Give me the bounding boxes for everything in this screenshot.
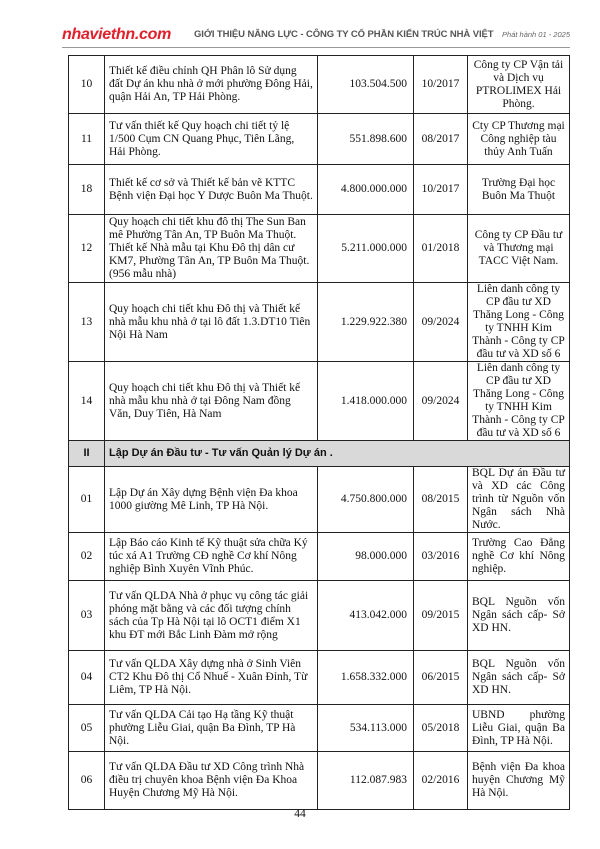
contract-date: 06/2015 (414, 651, 468, 705)
client-name: Trường Cao Đẳng nghề Cơ khí Nông nghiệp. (468, 533, 570, 581)
project-name: Quy hoạch chi tiết khu Đô thị và Thiết kế nhà mẫu khu nhà ở tại Đông Nam đồng Văn, Duy Tiên, Hà Nam (105, 362, 318, 441)
project-name: Tư vấn QLDA Đầu tư XD Công trình Nhà điều trị chuyên khoa Bệnh viện Đa Khoa Huyện Chương Mỹ Hà Nội. (105, 752, 318, 810)
contract-value: 4.750.800.000 (318, 467, 414, 533)
project-name: Lập Dự án Xây dựng Bệnh viện Đa khoa 1000 giường Mê Linh, TP Hà Nội. (105, 467, 318, 533)
client-name: Bệnh viện Đa khoa huyện Chương Mỹ Hà Nội. (468, 752, 570, 810)
row-number: 14 (69, 362, 105, 441)
contract-value: 551.898.600 (318, 114, 414, 165)
row-number: 11 (69, 114, 105, 165)
client-name: Trường Đại học Buôn Ma Thuột (468, 165, 570, 215)
table-row (69, 752, 570, 810)
client-name: Liên danh công ty CP đầu tư XD Thăng Long - Công ty TNHH Kim Thành - Công ty CP đầu tư và XD số 6 (468, 283, 570, 362)
project-name: Quy hoạch chi tiết khu Đô thị và Thiết kế nhà mẫu khu nhà ở tại lô đất 1.3.DT10 Tiên Nội Hà Nam (105, 283, 318, 362)
page-number: 44 (294, 808, 306, 820)
contract-value: 534.113.000 (318, 705, 414, 752)
contract-value: 1.229.922.380 (318, 283, 414, 362)
client-name: Liên danh công ty CP đầu tư XD Thăng Long - Công ty TNHH Kim Thành - Công ty CP đầu tư và XD số 6 (468, 362, 570, 441)
table-row (69, 114, 570, 165)
table-row (69, 581, 570, 651)
contract-value: 112.087.983 (318, 752, 414, 810)
page-header (62, 26, 570, 46)
row-number: 18 (69, 165, 105, 215)
client-name: BQL Nguồn vốn Ngân sách cấp- Sở XD HN. (468, 651, 570, 705)
table-row (69, 215, 570, 283)
contract-value: 4.800.000.000 (318, 165, 414, 215)
row-number: 03 (69, 581, 105, 651)
row-number: 10 (69, 56, 105, 114)
row-number: 13 (69, 283, 105, 362)
contract-date: 03/2016 (414, 533, 468, 581)
header-title: GIỚI THIỆU NĂNG LỰC - CÔNG TY CỔ PHẦN KIẾN TRÚC NHÀ VIỆT (194, 29, 494, 40)
contract-value: 1.418.000.000 (318, 362, 414, 441)
section-row (69, 441, 570, 467)
project-name: Thiết kế điều chỉnh QH Phân lô Sử dụng đất Dự án khu nhà ở mới phường Đông Hải, quận Hải An, TP Hải Phòng. (105, 56, 318, 114)
row-number: 12 (69, 215, 105, 283)
contract-date: 01/2018 (414, 215, 468, 283)
issue-label: Phát hành 01 - 2025 (502, 30, 570, 39)
project-name: Quy hoạch chi tiết khu đô thị The Sun Ban mê Phường Tân An, TP Buôn Ma Thuột. Thiết kế Nhà mẫu tại Khu Đô thị dân cư KM7, Phường Tân An, TP Buôn Ma Thuột. (956 mẫu nhà) (105, 215, 318, 283)
section-number: II (69, 441, 105, 467)
project-name: Tư vấn thiết kế Quy hoạch chi tiết tỷ lệ 1/500 Cụm CN Quang Phục, Tiên Lãng, Hải Phòng. (105, 114, 318, 165)
contract-date: 08/2015 (414, 467, 468, 533)
section-title: Lập Dự án Đầu tư - Tư vấn Quản lý Dự án . (105, 441, 570, 467)
client-name: Cty CP Thương mại Công nghiệp tàu thủy Anh Tuấn (468, 114, 570, 165)
table-row (69, 283, 570, 362)
row-number: 05 (69, 705, 105, 752)
table-row (69, 705, 570, 752)
row-number: 04 (69, 651, 105, 705)
client-name: Công ty CP Đầu tư và Thương mại TACC Việt Nam. (468, 215, 570, 283)
client-name: Công ty CP Vận tải và Dịch vụ PTROLIMEX Hải Phòng. (468, 56, 570, 114)
table-row (69, 651, 570, 705)
table-row (69, 533, 570, 581)
brand-logo[interactable]: nhaviethn.com (62, 26, 172, 43)
contract-value: 5.211.000.000 (318, 215, 414, 283)
contract-value: 1.658.332.000 (318, 651, 414, 705)
table-row (69, 56, 570, 114)
row-number: 01 (69, 467, 105, 533)
projects-table (68, 55, 570, 810)
contract-date: 02/2016 (414, 752, 468, 810)
contract-value: 98.000.000 (318, 533, 414, 581)
contract-date: 09/2024 (414, 362, 468, 441)
project-name: Thiết kế cơ sở và Thiết kế bản vẽ KTTC Bệnh viện Đại học Y Dược Buôn Ma Thuột. (105, 165, 318, 215)
client-name: UBND phường Liễu Giai, quận Ba Đình, TP Hà Nội. (468, 705, 570, 752)
contract-date: 05/2018 (414, 705, 468, 752)
project-name: Tư vấn QLDA Cải tạo Hạ tầng Kỹ thuật phường Liễu Giai, quận Ba Đình, TP Hà Nội. (105, 705, 318, 752)
contract-value: 103.504.500 (318, 56, 414, 114)
table-row (69, 165, 570, 215)
table-row (69, 467, 570, 533)
row-number: 02 (69, 533, 105, 581)
contract-date: 09/2024 (414, 283, 468, 362)
contract-date: 10/2017 (414, 165, 468, 215)
table-row (69, 362, 570, 441)
client-name: BQL Dự án Đầu tư và XD các Công trình từ Nguồn vốn Ngân sách Nhà Nước. (468, 467, 570, 533)
header-divider (62, 47, 570, 48)
row-number: 06 (69, 752, 105, 810)
contract-value: 413.042.000 (318, 581, 414, 651)
client-name: BQL Nguồn vốn Ngân sách cấp- Sở XD HN. (468, 581, 570, 651)
project-name: Tư vấn QLDA Nhà ở phục vụ công tác giải phóng mặt bằng và các đối tượng chính sách của Tp Hà Nội tại lô OCT1 điểm X1 khu ĐT mới Bắc Linh Đàm mở rộng (105, 581, 318, 651)
project-name: Tư vấn QLDA Xây dựng nhà ở Sinh Viên CT2 Khu Đô thị Cổ Nhuế - Xuân Đỉnh, Từ Liêm, TP Hà Nội. (105, 651, 318, 705)
contract-date: 09/2015 (414, 581, 468, 651)
contract-date: 08/2017 (414, 114, 468, 165)
contract-date: 10/2017 (414, 56, 468, 114)
project-name: Lập Báo cáo Kinh tế Kỹ thuật sửa chữa Ký túc xá A1 Trường CĐ nghề Cơ khí Nông nghiệp Bình Xuyên Vĩnh Phúc. (105, 533, 318, 581)
